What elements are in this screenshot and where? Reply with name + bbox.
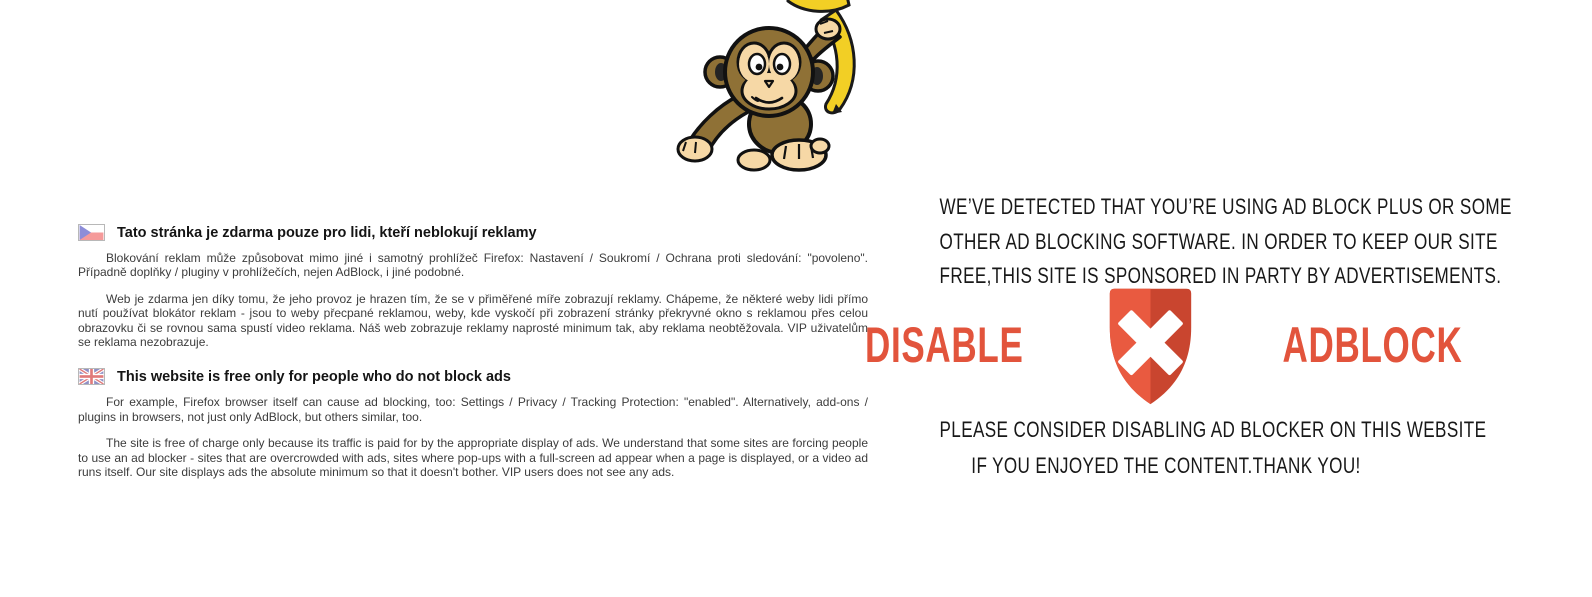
monkey-illustration bbox=[668, 0, 868, 172]
english-paragraph-1: For example, Firefox browser itself can cause ad blocking, too: Settings / Privacy / Tracking Protection: "enabled". Alternatively, add-ons / plugins in browsers, not just only AdBlock, but others similar, too. bbox=[78, 395, 868, 424]
english-section-heading bbox=[78, 368, 868, 385]
warning-line-5: IF YOU ENJOYED THE CONTENT.THANK YOU! bbox=[971, 453, 1361, 478]
english-heading-text: This website is free only for people who do not block ads bbox=[117, 368, 511, 385]
monkey-with-bananas-image bbox=[668, 0, 868, 172]
czech-section-heading bbox=[78, 224, 868, 241]
warning-line-2: OTHER AD BLOCKING SOFTWARE. IN ORDER TO KEEP OUR SITE bbox=[939, 228, 1498, 254]
warning-line-4: PLEASE CONSIDER DISABLING AD BLOCKER ON THIS WEBSITE bbox=[939, 417, 1487, 442]
adblock-shield-x-icon bbox=[1103, 284, 1198, 407]
uk-flag-icon bbox=[78, 368, 105, 385]
disable-label: DISABLE bbox=[864, 317, 1024, 373]
adblock-warning-panel bbox=[864, 0, 1512, 597]
text-column bbox=[78, 224, 868, 491]
czech-paragraph-2: Web je zdarma jen díky tomu, že jeho provoz je hrazen tím, že se v přiměřené míře zobrazují reklamy. Chápeme, že některé weby lidi přímo nutí používat blokátor reklam - jsou to weby přecpané reklamou, weby, kde vyskočí při zobrazení stránky překryvné okno s reklamou přes celou obrazovku či se rovnou sama spustí video reklama. Náš web zobrazuje reklamy naprosté minimum tak, aby reklama neobtěžovala. VIP uživatelům se reklama nezobrazuje. bbox=[78, 291, 868, 350]
czech-paragraph-1: Blokování reklam může způsobovat mimo jiné i samotný prohlížeč Firefox: Nastavení / Soukromí / Ochrana proti sledování: "povoleno". Případně doplňky / pluginy v prohlížečích, nejen AdBlock, i jiné podobné. bbox=[78, 251, 868, 280]
czech-flag-icon bbox=[78, 224, 105, 241]
czech-heading-text: Tato stránka je zdarma pouze pro lidi, kteří neblokují reklamy bbox=[117, 224, 537, 241]
adblock-label: ADBLOCK bbox=[1282, 317, 1463, 373]
warning-top-lines bbox=[868, 190, 1512, 294]
warning-bottom-lines bbox=[868, 412, 1487, 484]
warning-line-1: WE’VE DETECTED THAT YOU’RE USING AD BLOCK PLUS OR SOME bbox=[939, 194, 1512, 219]
english-paragraph-2: The site is free of charge only because its traffic is paid for by the appropriate display of ads. We understand that some sites are forcing people to use an ad blocker - sites that are overcrowded with ads, sites where pop-ups with a full-screen ad appear when a page is displayed, or a video ad runs itself. Our site displays ads the absolute minimum so that it doesn't bother. VIP users does not see any ads. bbox=[78, 436, 868, 480]
disable-adblock-banner bbox=[864, 283, 1464, 407]
warning-line-3: FREE,THIS SITE IS SPONSORED IN PARTY BY ADVERTISEMENTS. bbox=[939, 263, 1502, 288]
